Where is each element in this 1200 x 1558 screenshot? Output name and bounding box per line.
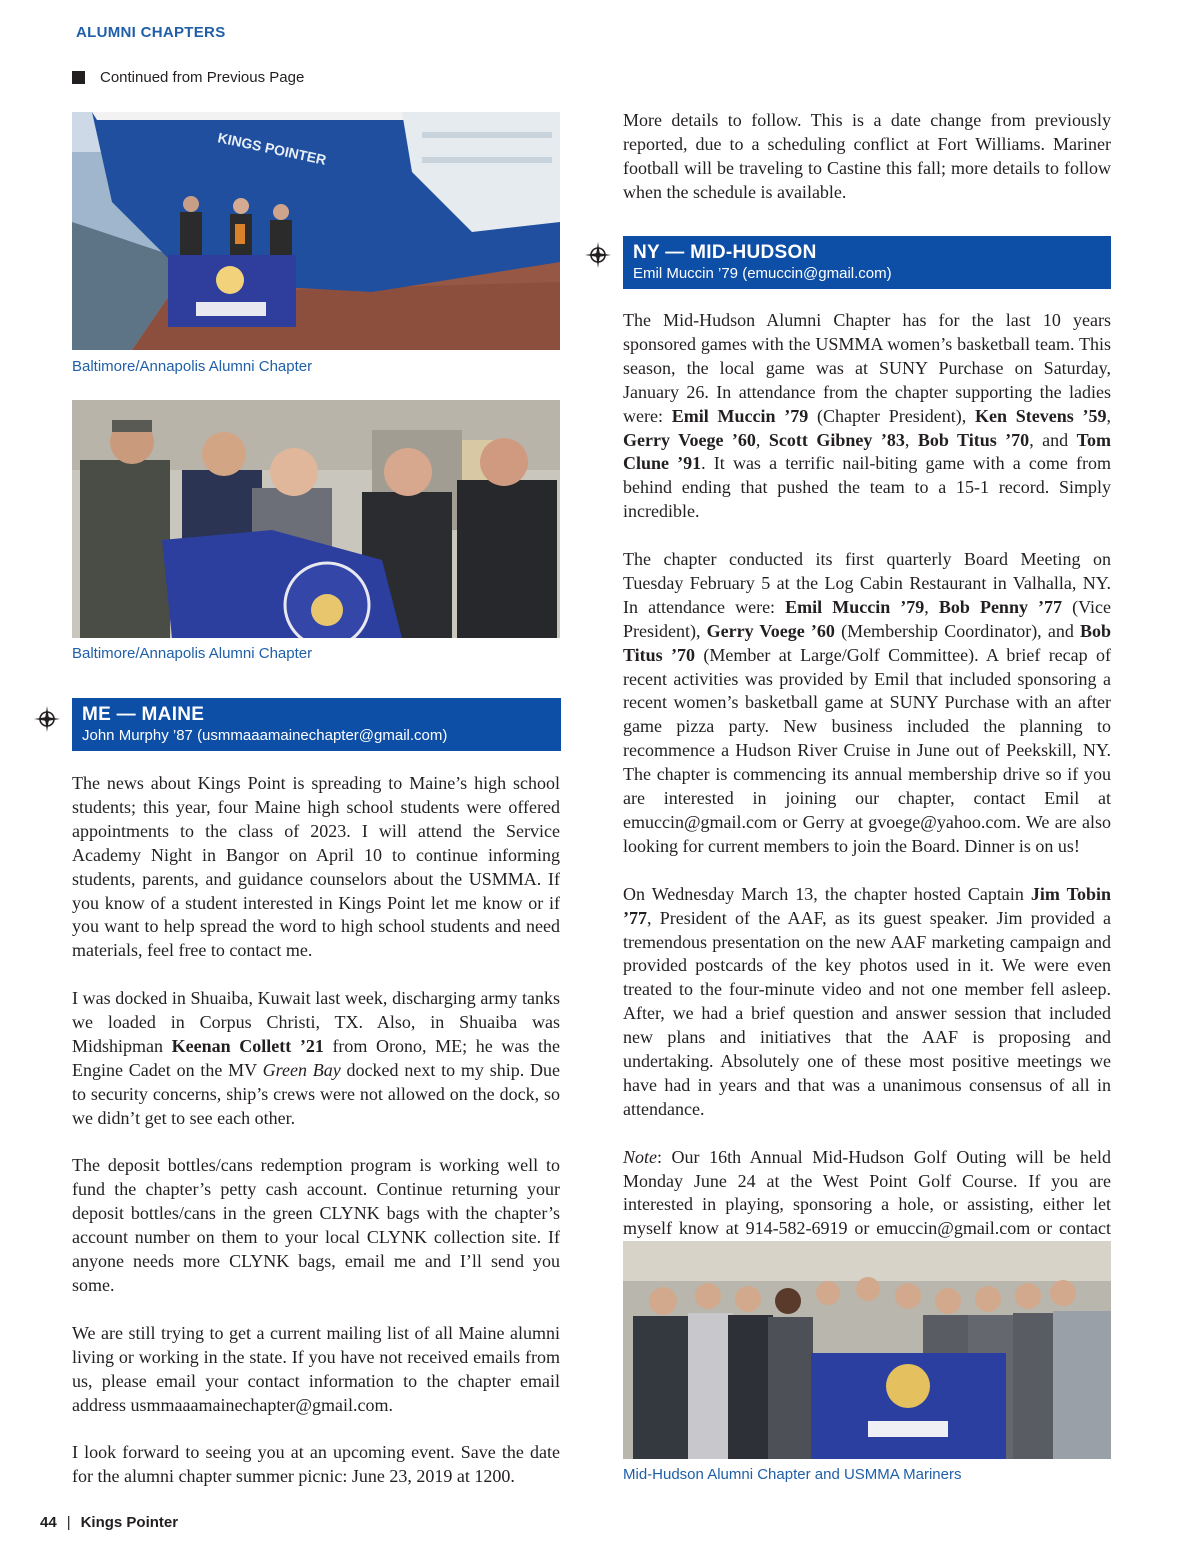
maine-paragraph-1: The news about Kings Point is spreading to Maine’s high school students; this year, four Maine high school students were offered appointments to the class of 2023. I will attend the Service Academy Night in Bangor on April 10 to continue informing students, parents, and guidance counselors about the USMMA. If you know of a student interested in Kings Point let me know or if you want to help spread the word to high school students and need materials, feel free to contact me. (72, 773, 560, 961)
compass-rose-icon (34, 706, 60, 732)
compass-rose-icon (585, 242, 611, 268)
section-label: ALUMNI CHAPTERS (76, 24, 226, 41)
maine-paragraph-4: We are still trying to get a current mailing list of all Maine alumni living or working in the state. If you have not received emails from us, please email your contact information to the chapter email address usmmaaamainechapter@gmail.com. (72, 1322, 560, 1415)
nymh-chapter-title: NY — MID-HUDSON (633, 242, 817, 263)
nymh-article (623, 309, 1111, 1265)
maine-paragraph-2: I was docked in Shuaiba, Kuwait last week, discharging army tanks we loaded in Corpus Christi, TX. Also, in Shuaiba was Midshipman Keenan Collett ’21 from Orono, ME; he was the Engine Cadet on the MV Green Bay docked next to my ship. Due to security concerns, ship’s crews were not allowed on the dock, so we didn’t get to see each other. (72, 988, 561, 1128)
maine-paragraph-3: The deposit bottles/cans redemption program is working well to fund the chapter’s petty cash account. Continue returning your deposit bottles/cans in the green CLYNK bags with the chapter’s account number on them to your local CLYNK collection site. If anyone needs more CLYNK bags, email me and I’ll send you some. (72, 1155, 560, 1295)
square-bullet-icon (72, 71, 85, 84)
maine-chapter-title: ME — MAINE (82, 704, 205, 725)
page-footer (40, 1514, 178, 1531)
continued-note (72, 69, 304, 86)
maine-chapter-contact: John Murphy ’87 (usmmaaamainechapter@gmail.com) (82, 727, 448, 744)
photo2-caption: Baltimore/Annapolis Alumni Chapter (72, 645, 313, 662)
nymh-paragraph-4: Note: Our 16th Annual Mid-Hudson Golf Outing will be held Monday June 24 at the West Point Golf Course. If you are interested in playing, sponsoring a hole, or assisting, either let myself know at 914-582-6919 or emuccin@gmail.com or contact (623, 1146, 1111, 1239)
photo1-caption: Baltimore/Annapolis Alumni Chapter (72, 358, 313, 375)
carryover-paragraph: More details to follow. This is a date change from previously reported, due to a scheduling conflict at Fort Williams. Mariner football will be traveling to Castine this fall; more details to follow when the schedule is available. (623, 110, 1111, 202)
nymh-paragraph-2: The chapter conducted its first quarterly Board Meeting on Tuesday February 5 at the Log Cabin Restaurant in Valhalla, NY. In attendance were: Emil Muccin ’79, Bob Penny ’77 (Vice President), Gerry Voege ’60 (Membership Coordinator), and Bob Titus ’70 (Member at Large/Golf Committee). A brief recap of recent activities was provided by Emil that included sponsoring a recent women’s basketball game at SUNY Purchase with an after game pizza party. New business included the planning to recommence a Hudson River Cruise in June out of Peekskill, NY. The chapter is commencing its annual membership drive so if you are interested in joining our chapter, contact Emil at emuccin@gmail.com or Gerry at gvoege@yahoo.com. We are also looking for current members to join the Board. Dinner is on us! (623, 549, 1112, 856)
nymh-paragraph-1: The Mid-Hudson Alumni Chapter has for the last 10 years sponsored games with the USMMA women’s basketball team. This season, the local game was at SUNY Purchase on Saturday, January 26. In attendance from the chapter supporting the ladies were: Emil Muccin ’79 (Chapter President), Ken Stevens ’59, Gerry Voege ’60, Scott Gibney ’83, Bob Titus ’70, and Tom Clune ’91. It was a terrific nail-biting game with a come from behind ending that pushed the team to a 15-1 record. Simply incredible. (623, 310, 1111, 522)
nymh-chapter-banner (623, 236, 1111, 289)
maine-chapter-banner (72, 698, 561, 751)
maine-paragraph-5: I look forward to seeing you at an upcoming event. Save the date for the alumni chapter summer picnic: June 23, 2019 at 1200. (72, 1442, 560, 1487)
photo-midhudson-team (623, 1241, 1111, 1459)
ship-name-text: KINGS POINTER (216, 129, 328, 168)
continued-text: Continued from Previous Page (100, 69, 305, 86)
nymh-paragraph-3: On Wednesday March 13, the chapter hosted Captain Jim Tobin ’77, President of the AAF, as its guest speaker. Jim provided a tremendous presentation on the new AAF marketing campaign and provided postcards of the key photos used in it. We were even treated to the four-minute video and not one member fell asleep. After, we had a brief question and answer session that included new plans and initiatives that the AAF is proposing and undertaking. Absolutely one of these most positive meetings we have had in years and that was a unanimous consensus of all in attendance. (623, 883, 1112, 1119)
photo-baltimore-ship (72, 112, 560, 350)
photo3-caption: Mid-Hudson Alumni Chapter and USMMA Mariners (623, 1466, 962, 1483)
nymh-chapter-contact: Emil Muccin ’79 (emuccin@gmail.com) (633, 265, 892, 282)
footer-separator: | (66, 1514, 71, 1531)
maine-article (72, 772, 560, 1489)
photo-baltimore-group (72, 400, 560, 638)
publication-name: Kings Pointer (80, 1514, 179, 1531)
page-number: 44 (40, 1514, 57, 1531)
carryover-text (623, 109, 1111, 205)
